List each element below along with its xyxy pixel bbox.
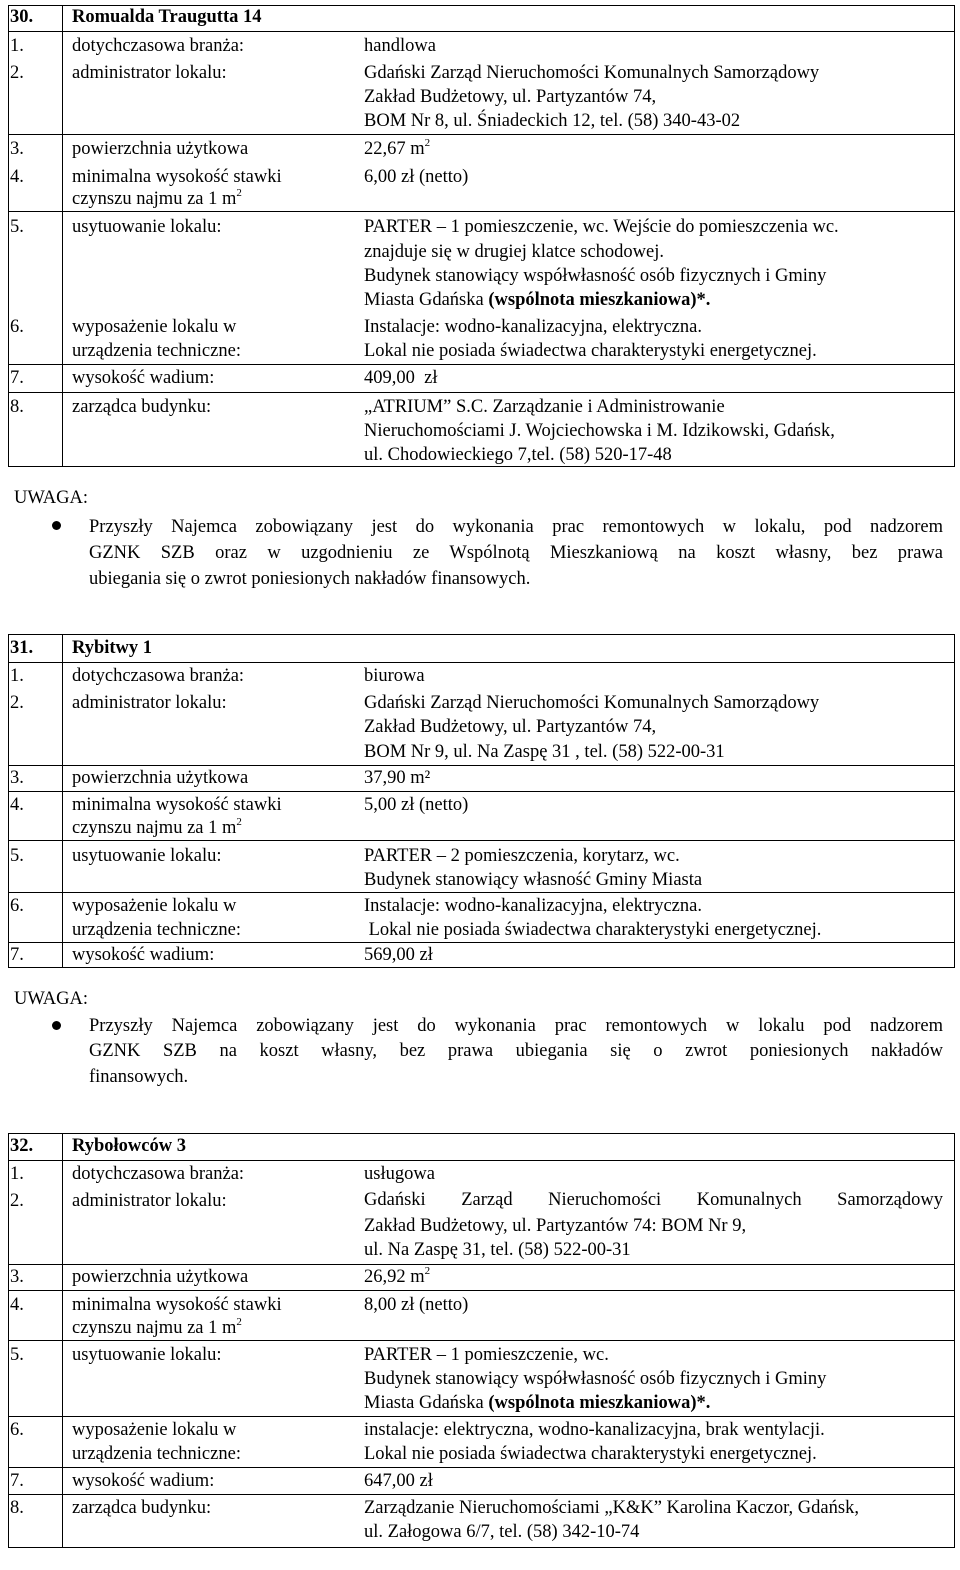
row-divider [8,892,955,893]
note-text-line: Przyszły Najemca zobowiązany jest do wykonania prac remontowych w lokalu pod nadzorem [89,1016,943,1036]
listing-number: 31. [10,638,34,658]
row-number: 8. [10,1498,24,1518]
row-value: 26,92 $m^2$ [364,1264,431,1287]
row-value: Zakład Budżetowy, ul. Partyzantów 74, [364,87,657,107]
row-divider [8,392,955,393]
row-number: 3. [10,139,24,159]
row-divider [8,1160,955,1161]
row-divider [8,765,955,766]
row-value: 37,90 m² [364,768,431,788]
row-number: 2. [10,693,24,713]
column-divider [62,634,63,968]
row-divider [8,1494,955,1495]
row-label: powierzchnia użytkowa [72,139,249,159]
row-value: Miasta Gdańska (wspólnota mieszkaniowa)*. [364,290,711,310]
row-value: ul. Chodowieckiego 7,tel. (58) 520-17-48 [364,445,672,465]
row-value: BOM Nr 9, ul. Na Zaspę 31 , tel. (58) 522-00-31 [364,742,725,762]
row-divider [8,942,955,943]
row-value: Gdański Zarząd Nieruchomości Komunalnych Samorządowy [364,1190,943,1210]
row-label: dotychczasowa branża: [72,666,245,686]
listing-title: Rybitwy 1 [72,638,153,658]
row-value: „ATRIUM” S.C. Zarządzanie i Administrowanie [364,397,725,417]
row-value: Budynek stanowiący współwłasność osób fizycznych i Gminy [364,266,827,286]
row-value: Budynek stanowiący własność Gminy Miasta [364,870,703,890]
row-value: PARTER – 2 pomieszczenia, korytarz, wc. [364,846,680,866]
row-number: 3. [10,1267,24,1287]
row-value: Nieruchomościami J. Wojciechowska i M. Idzikowski, Gdańsk, [364,421,835,441]
row-value: PARTER – 1 pomieszczenie, wc. Wejście do pomieszczenia wc. [364,217,839,237]
row-label: usytuowanie lokalu: [72,217,222,237]
row-value: 569,00 zł [364,945,433,965]
row-divider [8,840,955,841]
row-label: czynszu najmu za 1 $m^2$ [72,186,242,209]
row-number: 2. [10,63,24,83]
row-value: Zarządzanie Nieruchomościami „K&K” Karolina Kaczor, Gdańsk, [364,1498,859,1518]
row-label: urządzenia techniczne: [72,1444,241,1464]
row-divider [8,134,955,135]
row-number: 7. [10,368,24,388]
row-label: urządzenia techniczne: [72,341,241,361]
row-number: 7. [10,945,24,965]
row-value: handlowa [364,36,436,56]
row-label: wysokość wadium: [72,945,215,965]
note-text-line: GZNK SZB oraz w uzgodnieniu ze Wspólnotą Mieszkaniową na koszt własny, bez prawa [89,543,943,563]
row-divider [8,1340,955,1341]
row-number: 4. [10,795,24,815]
row-label: czynszu najmu za 1 $m^2$ [72,815,242,838]
row-value: Lokal nie posiada świadectwa charakterystyki energetycznej. [364,1444,817,1464]
row-number: 1. [10,36,24,56]
row-label: urządzenia techniczne: [72,920,241,940]
row-value: Lokal nie posiada świadectwa charakterystyki energetycznej. [364,920,822,940]
row-label: wyposażenie lokalu w [72,317,237,337]
row-label: minimalna wysokość stawki [72,1295,282,1315]
row-value: 409,00 zł [364,368,438,388]
row-label: wyposażenie lokalu w [72,896,237,916]
row-value: Zakład Budżetowy, ul. Partyzantów 74: BOM Nr 9, [364,1216,747,1236]
row-value: 8,00 zł (netto) [364,1295,469,1315]
row-divider [8,791,955,792]
row-number: 5. [10,846,24,866]
row-label: czynszu najmu za 1 $m^2$ [72,1315,242,1338]
row-divider [8,1416,955,1417]
row-value: 647,00 zł [364,1471,433,1491]
row-divider [8,662,955,663]
row-divider [8,1264,955,1265]
row-value: znajduje się w drugiej klatce schodowej. [364,242,665,262]
row-label: minimalna wysokość stawki [72,167,282,187]
row-value: Budynek stanowiący współwłasność osób fizycznych i Gminy [364,1369,827,1389]
row-value: Gdański Zarząd Nieruchomości Komunalnych Samorządowy [364,63,820,83]
row-label: powierzchnia użytkowa [72,1267,249,1287]
row-number: 6. [10,317,24,337]
row-divider [8,1467,955,1468]
row-value: 6,00 zł (netto) [364,167,469,187]
row-divider [8,31,955,32]
note-text-line: GZNK SZB na koszt własny, bez prawa ubiegania się o zwrot poniesionych nakładów [89,1041,943,1061]
row-value: 5,00 zł (netto) [364,795,469,815]
note-title: UWAGA: [14,488,88,508]
row-value: Instalacje: wodno-kanalizacyjna, elektryczna. [364,317,702,337]
row-label: wyposażenie lokalu w [72,1420,237,1440]
row-divider [8,1290,955,1291]
bullet-icon [52,1021,61,1030]
row-label: administrator lokalu: [72,63,227,83]
row-value: Zakład Budżetowy, ul. Partyzantów 74, [364,717,657,737]
row-value: Gdański Zarząd Nieruchomości Komunalnych Samorządowy [364,693,820,713]
row-number: 2. [10,1191,24,1211]
row-value: Miasta Gdańska (wspólnota mieszkaniowa)*. [364,1393,711,1413]
listing-number: 30. [10,7,34,27]
row-label: zarządca budynku: [72,1498,212,1518]
bullet-icon [52,521,61,530]
row-value: ul. Na Zaspę 31, tel. (58) 522-00-31 [364,1240,631,1260]
row-number: 8. [10,397,24,417]
row-label: dotychczasowa branża: [72,1164,245,1184]
note-text-line: Przyszły Najemca zobowiązany jest do wykonania prac remontowych w lokalu, pod nadzorem [89,517,943,537]
row-label: usytuowanie lokalu: [72,1345,222,1365]
row-number: 4. [10,167,24,187]
row-number: 1. [10,1164,24,1184]
row-label: powierzchnia użytkowa [72,768,249,788]
note-title: UWAGA: [14,989,88,1009]
row-value: instalacje: elektryczna, wodno-kanalizacyjna, brak wentylacji. [364,1420,825,1440]
row-value: Lokal nie posiada świadectwa charakterystyki energetycznej. [364,341,817,361]
row-divider [8,211,955,212]
row-label: wysokość wadium: [72,368,215,388]
note-text-line: finansowych. [89,1067,189,1087]
row-value: Instalacje: wodno-kanalizacyjna, elektryczna. [364,896,702,916]
listing-title: Rybołowców 3 [72,1136,186,1156]
row-value: ul. Załogowa 6/7, tel. (58) 342-10-74 [364,1522,640,1542]
row-number: 1. [10,666,24,686]
row-label: dotychczasowa branża: [72,36,245,56]
row-label: administrator lokalu: [72,1191,227,1211]
row-value: 22,67 $m^2$ [364,136,431,159]
listing-number: 32. [10,1136,34,1156]
row-number: 7. [10,1471,24,1491]
row-label: usytuowanie lokalu: [72,846,222,866]
listing-title: Romualda Traugutta 14 [72,7,262,27]
note-text-line: ubiegania się o zwrot poniesionych nakładów finansowych. [89,569,531,589]
row-number: 6. [10,896,24,916]
row-value: biurowa [364,666,425,686]
row-number: 6. [10,1420,24,1440]
row-label: wysokość wadium: [72,1471,215,1491]
row-number: 4. [10,1295,24,1315]
row-value: usługowa [364,1164,435,1184]
column-divider [62,5,63,467]
row-number: 3. [10,768,24,788]
row-number: 5. [10,217,24,237]
row-value: PARTER – 1 pomieszczenie, wc. [364,1345,609,1365]
row-label: minimalna wysokość stawki [72,795,282,815]
row-value: BOM Nr 8, ul. Śniadeckich 12, tel. (58) 340-43-02 [364,111,741,131]
row-label: zarządca budynku: [72,397,212,417]
row-divider [8,364,955,365]
row-number: 5. [10,1345,24,1365]
row-label: administrator lokalu: [72,693,227,713]
